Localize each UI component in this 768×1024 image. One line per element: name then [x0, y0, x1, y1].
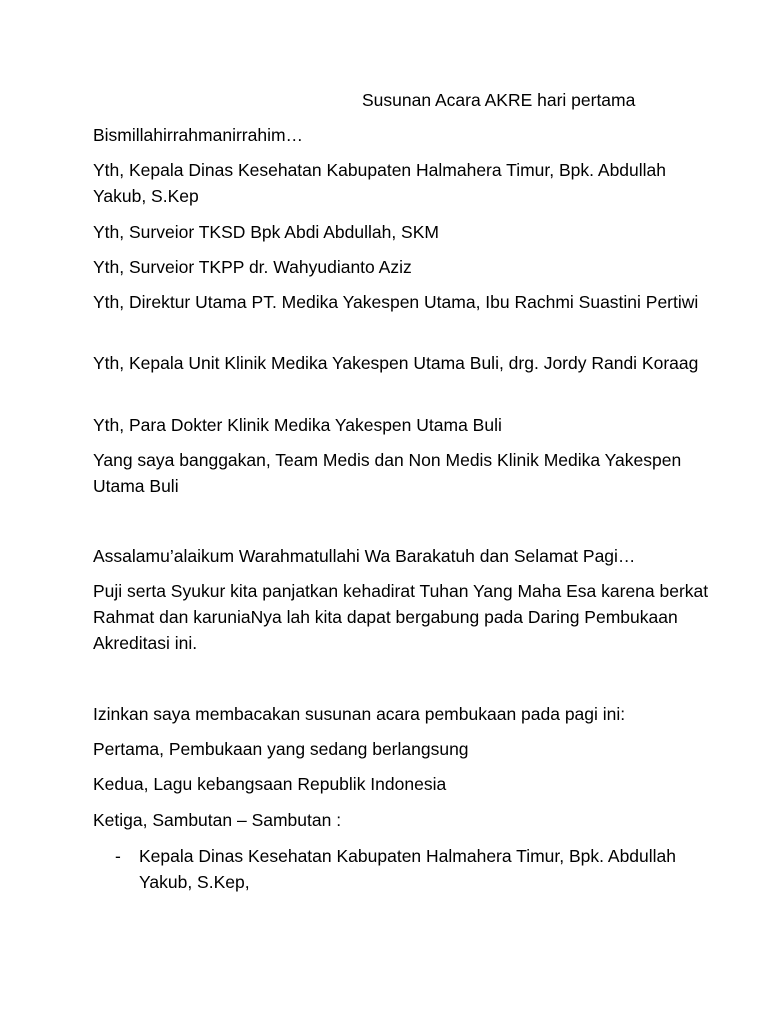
bullet-item-text: Kepala Dinas Kesehatan Kabupaten Halmahera Timur, Bpk. Abdullah Yakub, S.Kep, [139, 846, 677, 892]
izin-text: Izinkan saya membacakan susunan acara pembukaan pada pagi ini: [93, 704, 626, 724]
salam-text: Assalamu’alaikum Warahmatullahi Wa Barakatuh dan Selamat Pagi… [93, 546, 636, 566]
addressee-line: Yth, Kepala Dinas Kesehatan Kabupaten Halmahera Timur, Bpk. Abdullah Yakub, S.Kep [93, 160, 667, 206]
greeting-text: Bismillahirrahmanirrahim… [93, 125, 304, 145]
bullet-marker: - [115, 846, 121, 866]
agenda-item: Kedua, Lagu kebangsaan Republik Indonesia [93, 774, 447, 794]
agenda-item: Ketiga, Sambutan – Sambutan : [93, 810, 342, 830]
addressee-line: Yth, Surveior TKSD Bpk Abdi Abdullah, SKM [93, 222, 439, 242]
addressee-line: Yth, Surveior TKPP dr. Wahyudianto Aziz [93, 257, 412, 277]
addressee-line: Yth, Direktur Utama PT. Medika Yakespen Utama, Ibu Rachmi Suastini Pertiwi [93, 292, 699, 312]
addressee-line: Yth, Para Dokter Klinik Medika Yakespen Utama Buli [93, 415, 502, 435]
puji-paragraph: Puji serta Syukur kita panjatkan kehadirat Tuhan Yang Maha Esa karena berkat Rahmat dan karuniaNya lah kita dapat bergabung pada Daring Pembukaan Akreditasi ini. [93, 581, 709, 653]
agenda-item: Pertama, Pembukaan yang sedang berlangsung [93, 739, 469, 759]
addressee-line: Yang saya banggakan, Team Medis dan Non Medis Klinik Medika Yakespen Utama Buli [93, 450, 682, 496]
addressee-line: Yth, Kepala Unit Klinik Medika Yakespen Utama Buli, drg. Jordy Randi Koraag [93, 353, 699, 373]
document-title: Susunan Acara AKRE hari pertama [362, 90, 636, 110]
